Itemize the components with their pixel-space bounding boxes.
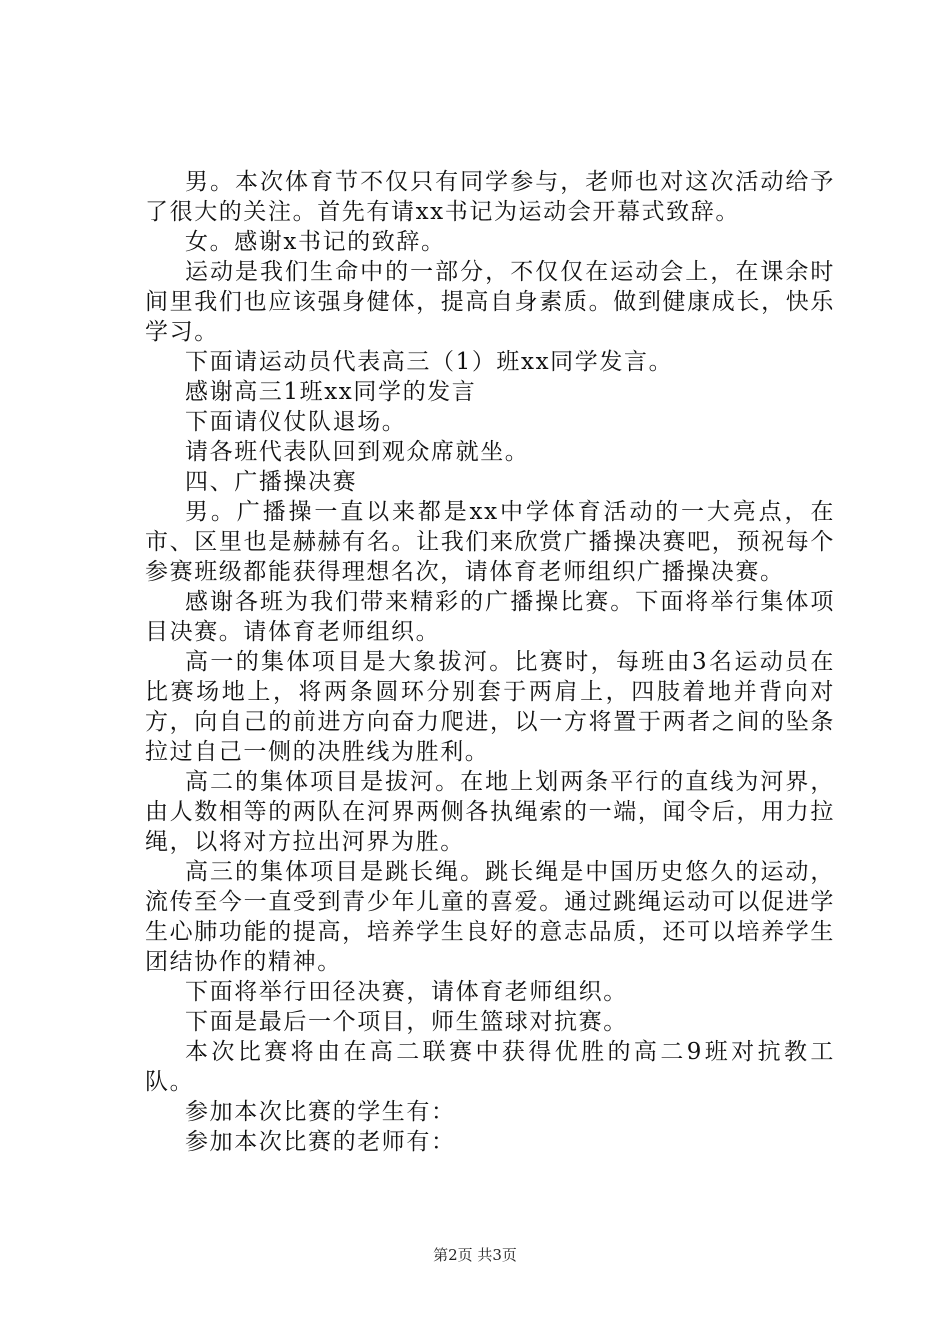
page-number-footer: 第2页 共3页 [433,1246,517,1264]
paragraph: 高二的集体项目是拔河。在地上划两条平行的直线为河界，由人数相等的两队在河界两侧各执绳索的一端，闻令后，用力拉绳，以将对方拉出河界为胜。 [145,769,835,855]
paragraph: 参加本次比赛的学生有： [185,1099,456,1125]
paragraph: 下面请运动员代表高三（1）班xx同学发言。 [185,349,674,375]
paragraph: 女。感谢x书记的致辞。 [185,229,446,255]
paragraph: 高一的集体项目是大象拔河。比赛时，每班由3名运动员在比赛场地上，将两条圆环分别套于两肩上，四肢着地并背向对方，向自己的前进方向奋力爬进，以一方将置于两者之间的坠条拉过自己一侧的决胜线为胜利。 [145,649,835,765]
paragraph: 下面请仪仗队退场。 [185,409,407,435]
paragraph: 本次比赛将由在高二联赛中获得优胜的高二9班对抗教工队。 [145,1039,835,1095]
paragraph: 下面将举行田径决赛，请体育老师组织。 [185,979,628,1005]
document-body [145,167,835,1157]
paragraph: 男。广播操一直以来都是xx中学体育活动的一大亮点，在市、区里也是赫赫有名。让我们来欣赏广播操决赛吧，预祝每个参赛班级都能获得理想名次，请体育老师组织广播操决赛。 [145,499,835,585]
paragraph: 感谢高三1班xx同学的发言 [185,379,477,405]
paragraph: 感谢各班为我们带来精彩的广播操比赛。下面将举行集体项目决赛。请体育老师组织。 [145,589,835,645]
paragraph: 参加本次比赛的老师有： [185,1129,456,1155]
section-heading: 四、广播操决赛 [185,469,358,495]
paragraph: 男。本次体育节不仅只有同学参与，老师也对这次活动给予了很大的关注。首先有请xx书记为运动会开幕式致辞。 [145,169,835,225]
paragraph: 高三的集体项目是跳长绳。跳长绳是中国历史悠久的运动，流传至今一直受到青少年儿童的喜爱。通过跳绳运动可以促进学生心肺功能的提高，培养学生良好的意志品质，还可以培养学生团结协作的精神。 [145,859,835,975]
paragraph: 运动是我们生命中的一部分，不仅仅在运动会上，在课余时间里我们也应该强身健体，提高自身素质。做到健康成长，快乐学习。 [145,259,835,345]
paragraph: 下面是最后一个项目，师生篮球对抗赛。 [185,1009,628,1035]
paragraph: 请各班代表队回到观众席就坐。 [185,439,530,465]
